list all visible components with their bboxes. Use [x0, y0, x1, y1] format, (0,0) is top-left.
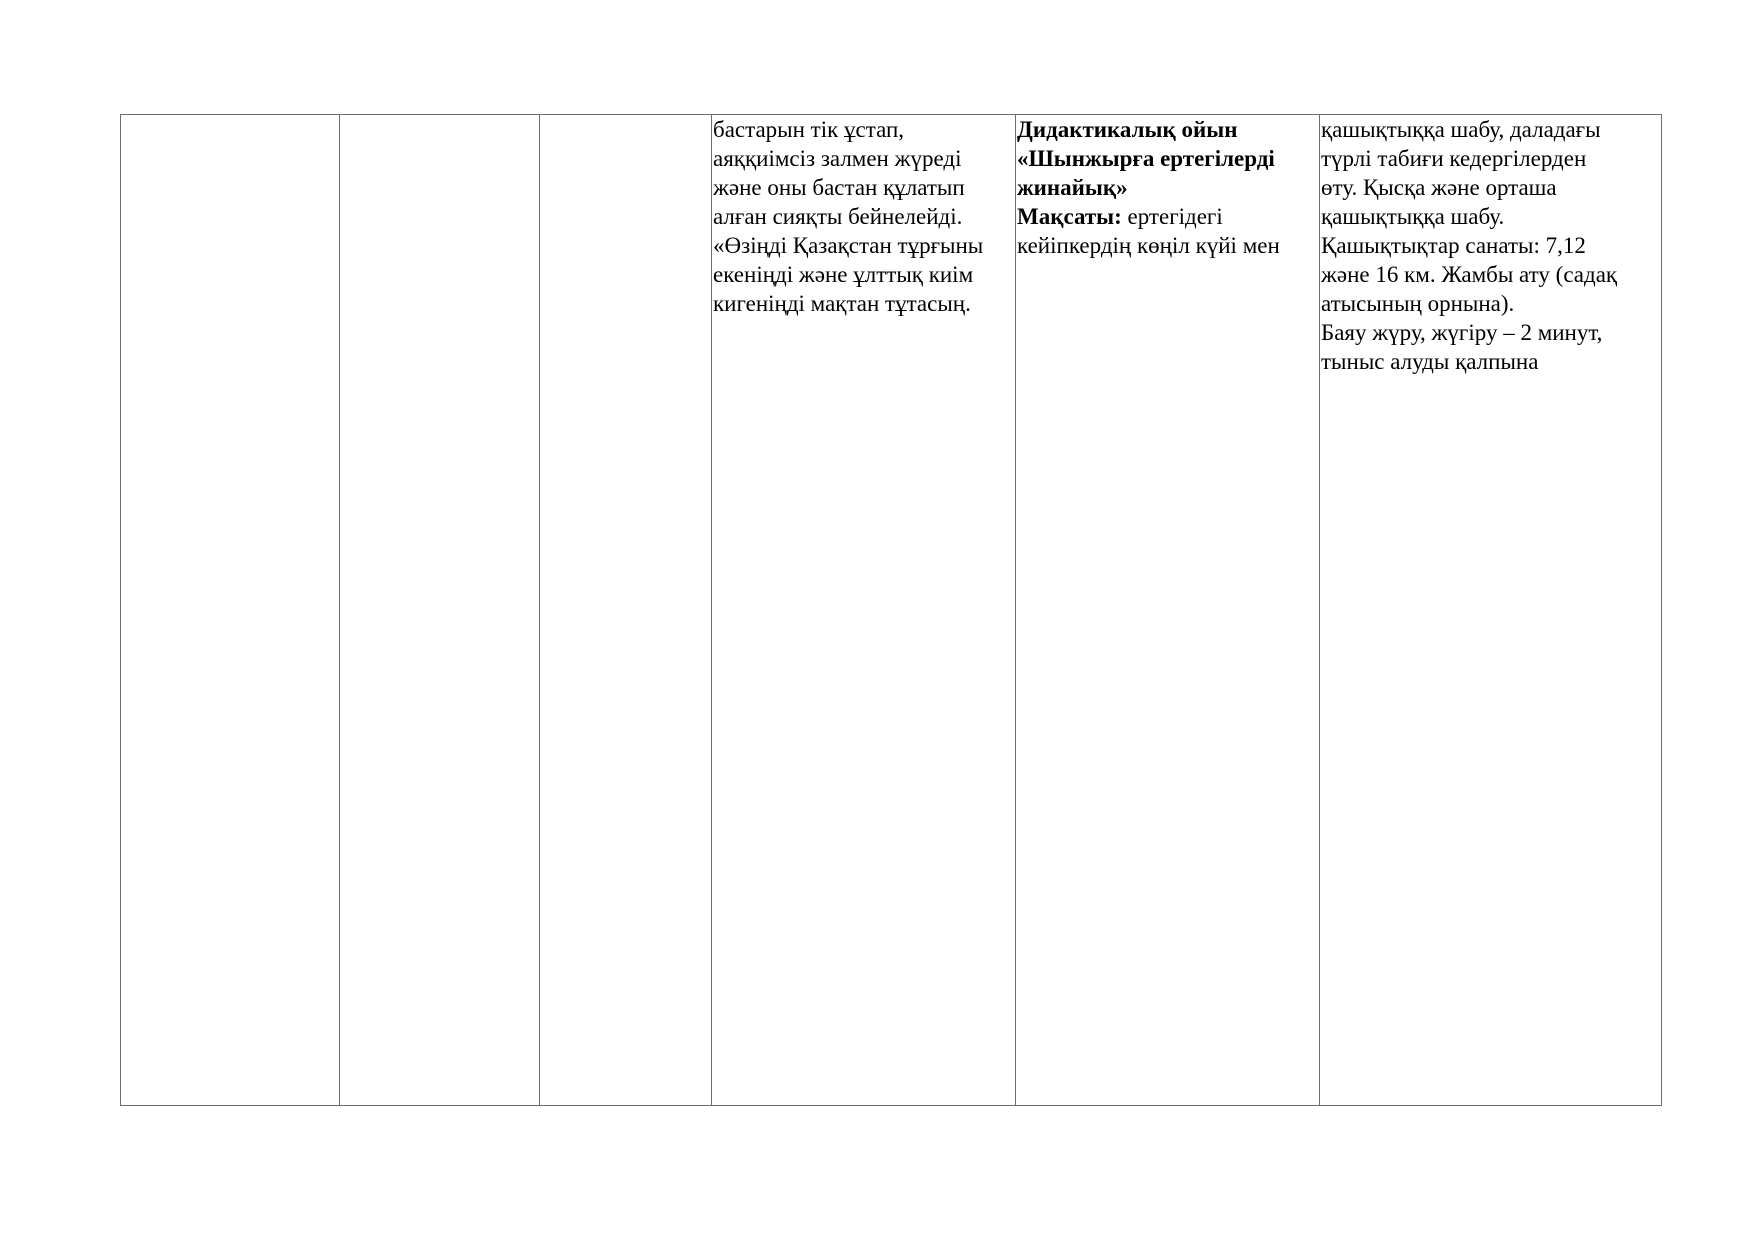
game-title-line: «Шынжырға ертегілерді: [1017, 146, 1275, 171]
text-line: кигеніңді мақтан тұтасың.: [713, 291, 971, 316]
table-cell-physical-activity: [1320, 115, 1662, 1106]
text-line: және оны бастан құлатып: [713, 175, 965, 200]
text-line: Баяу жүру, жүгіру – 2 минут,: [1321, 320, 1603, 345]
text-line: өту. Қысқа және орташа: [1321, 175, 1557, 200]
text-line: аяққиімсіз залмен жүреді: [713, 146, 962, 171]
text-line: екеніңді және ұлттық киім: [713, 262, 974, 287]
text-line: алған сияқты бейнелейді.: [713, 204, 963, 229]
game-title-line: жинайық»: [1017, 175, 1128, 200]
text-line: және 16 км. Жамбы ату (садақ: [1321, 262, 1618, 287]
goal-line: [1017, 202, 1319, 231]
text-line: түрлі табиғи кедергілерден: [1321, 146, 1587, 171]
text-line: бастарын тік ұстап,: [713, 117, 905, 142]
goal-text-line: кейіпкердің көңіл күйі мен: [1017, 233, 1280, 258]
table-row: [121, 115, 1662, 1106]
text-line: атысының орнына).: [1321, 291, 1515, 316]
table-cell-didactic-game: [1016, 115, 1320, 1106]
text-line: Қашықтықтар санаты: 7,12: [1321, 233, 1586, 258]
table-cell-1: [121, 115, 340, 1106]
table-cell-exercise-description: [712, 115, 1016, 1106]
goal-label: Мақсаты:: [1017, 204, 1122, 229]
text-line: қашықтыққа шабу, даладағы: [1321, 117, 1601, 142]
table-cell-3: [540, 115, 712, 1106]
game-title-line: Дидактикалық ойын: [1017, 117, 1238, 142]
goal-text: ертегідегі: [1121, 204, 1223, 229]
table-cell-2: [340, 115, 540, 1106]
lesson-plan-table: [120, 114, 1662, 1106]
text-line: тыныс алуды қалпына: [1321, 349, 1539, 374]
text-line: қашықтыққа шабу.: [1321, 204, 1505, 229]
text-line: «Өзіңді Қазақстан тұрғыны: [713, 233, 984, 258]
